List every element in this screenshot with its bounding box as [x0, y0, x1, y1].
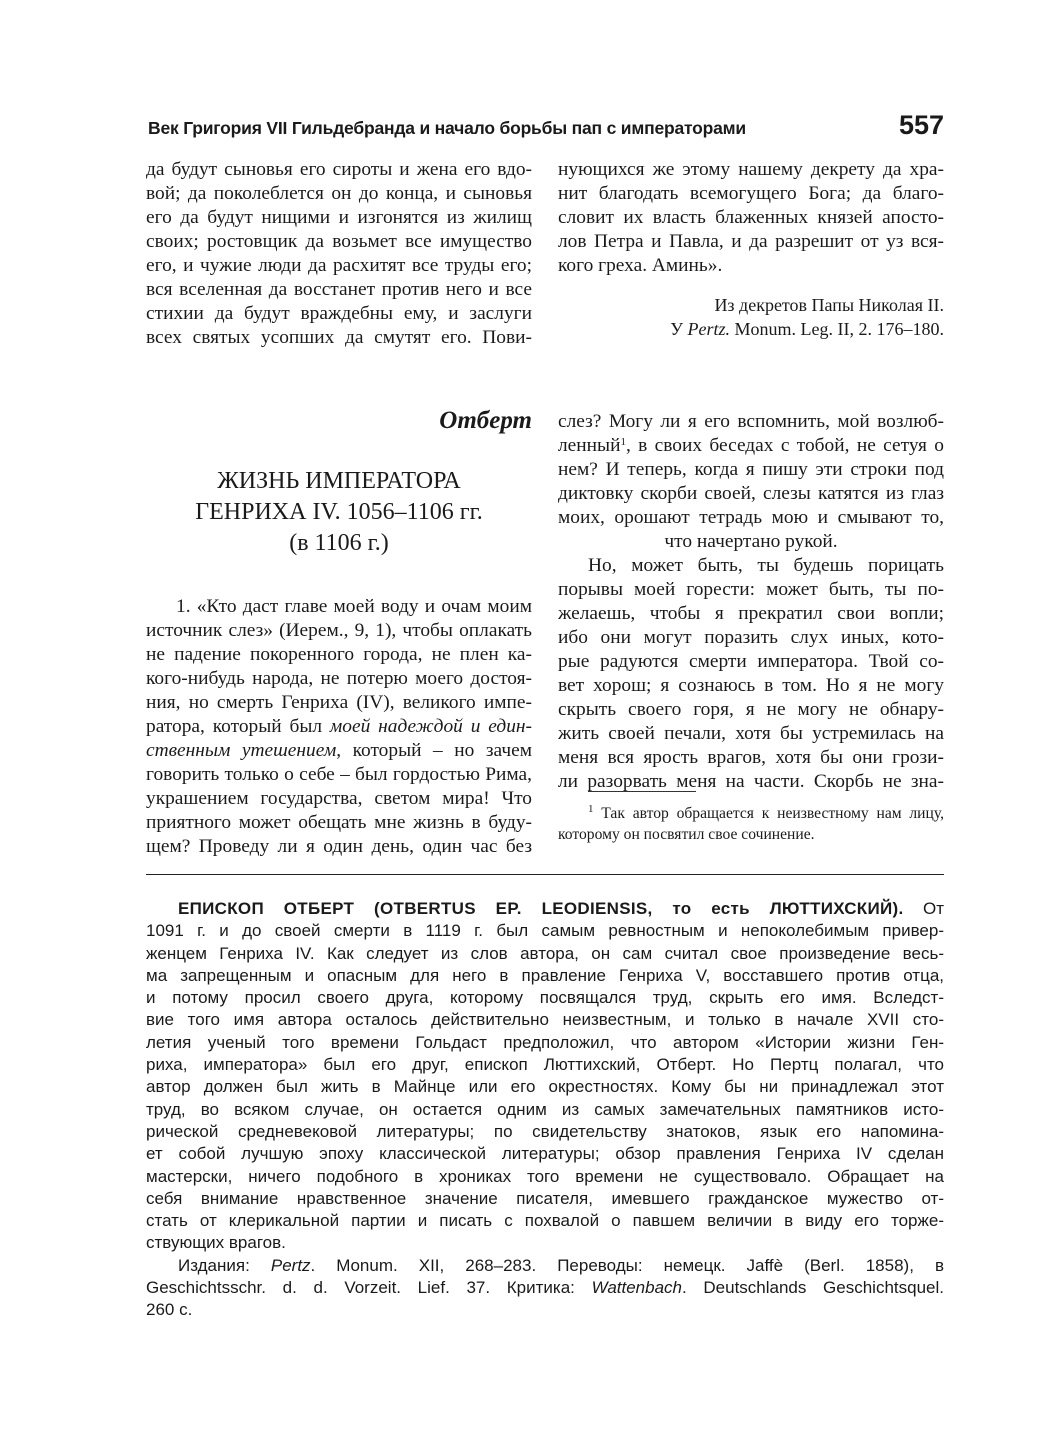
bio-line: женцем Генриха IV. Как следует из слов автора, он сам считал свое произведение весь- — [146, 943, 944, 963]
footnote-marker: 1 — [588, 803, 594, 815]
text-line: 1. «Кто даст главе моей воду и очам моим — [176, 596, 532, 617]
text-line: стихии да будут враждебны ему, и заслуги — [146, 303, 532, 324]
text-line: ственным утешением, который – но зачем — [146, 740, 532, 761]
text-line: своих; ростовщик да возьмет все имущество — [146, 231, 532, 252]
bio-line: себя внимание нравственное значение писателя, имевшего гражданское мужество от- — [146, 1188, 944, 1208]
text-line: рые радуются смерти императора. Твой со- — [558, 651, 944, 672]
text-line: говорить только о себе – был гордостью Рима, — [146, 764, 532, 785]
running-header — [148, 110, 944, 148]
page-number: 557 — [898, 110, 944, 140]
text-line: да будут сыновья его сироты и жена его вдо- — [146, 159, 532, 180]
bio-heading: ЕПИСКОП ОТБЕРТ (OTBERTUS EP. LEODIENSIS, то есть ЛЮТТИХСКИЙ). — [178, 899, 904, 918]
bio-line: ЕПИСКОП ОТБЕРТ (OTBERTUS EP. LEODIENSIS, то есть ЛЮТТИХСКИЙ). От — [178, 899, 944, 918]
text-line: кого греха. Аминь». — [558, 255, 723, 276]
author-heading: Отберт — [439, 407, 532, 434]
bio-line: ствующих врагов. — [146, 1233, 286, 1253]
text-line: желаешь, чтобы я прекратил свои вопли; — [558, 603, 944, 624]
bio-line: летия ученый того времени Гольдаст предположил, что автором «Истории жизни Ген- — [146, 1032, 944, 1052]
bio-line: и потому просил своего друга, которому посвящался труд, скрыть его имя. Вследст- — [146, 988, 944, 1008]
source-attribution — [558, 293, 944, 341]
bio-line: мастерски, ничего подобного в хрониках того времени не существовало. Обращает на — [146, 1166, 944, 1186]
running-header-title: Век Григория VII Гильдебранда и начало борьбы пап с императорами — [148, 118, 746, 138]
text-line: нем? И теперь, когда я пишу эти строки под — [558, 459, 944, 480]
text-line: лов Петра и Павла, и да разрешит от уз вся- — [558, 231, 944, 252]
text-line: нующихся же этому нашему декрету да хра- — [558, 159, 944, 180]
right-body-column — [558, 410, 944, 794]
text-line: всех святых усопших да смутят его. Пови- — [146, 327, 532, 348]
work-title-line: ЖИЗНЬ ИМПЕРАТОРА — [217, 468, 461, 494]
text-line: источник слез» (Иерем., 9, 1), чтобы оплакать — [146, 620, 532, 641]
work-title-line: ГЕНРИХА IV. 1056–1106 гг. — [195, 499, 483, 525]
bio-line: труд, во всяком случае, он остается одним из самых замечательных памятников исто- — [146, 1099, 944, 1119]
work-title-subline: (в 1106 г.) — [289, 530, 389, 556]
editions-line: Geschichtsschr. d. d. Vorzeit. Lief. 37. Критика: Wattenbach. Deutschlands Geschichtsquel. — [146, 1278, 944, 1298]
footnote-line: $^1$ Так автор обращается к неизвестному нам лицу, — [588, 803, 944, 822]
text-line: жить своей печали, хотя бы устремилась на — [558, 723, 944, 744]
text-line: слез? Могу ли я его вспомнить, мой возлюб- — [558, 411, 944, 432]
work-title — [146, 466, 532, 559]
text-line: моих, орошают тетрадь мою и смывают то, — [558, 507, 944, 528]
editions-line: 260 с. — [146, 1300, 193, 1320]
attribution-line: У Pertz. Monum. Leg. II, 2. 176–180. — [670, 319, 944, 339]
text-line: порывы моей горести: может быть, ты по- — [558, 579, 944, 600]
bio-line: автор должен был жить в Майнце или его окрестностях. Кому бы ни принадлежал этот — [146, 1077, 944, 1097]
text-line: Но, может быть, ты будешь порицать — [588, 555, 944, 576]
text-line: ленный$^1$, в своих беседах с тобой, не сетуя о — [558, 435, 944, 456]
bio-line: риха, императора» был его друг, епископ Люттихский, Отберт. Но Пертц полагал, что — [146, 1055, 944, 1075]
text-line: словит их власть блаженных князей апосто- — [558, 207, 944, 228]
bio-line: ма запрещенным и опасным для него в правление Генриха V, восставшего против отца, — [146, 965, 944, 985]
text-line: щем? Проведу ли я один день, один час без — [146, 836, 532, 857]
text-line: украшением государства, светом мира! Что — [146, 788, 532, 809]
top-left-column — [146, 158, 532, 350]
footnote-reference: 1 — [620, 436, 626, 448]
bio-line: ет собой лучшую эпоху классической литературы; обзор правления Генриха IV сделан — [146, 1144, 944, 1164]
text-line: нит благодать всемогущего Бога; да благо- — [558, 183, 944, 204]
text-line: вет хорош; я сознаюсь в том. Но я не могу — [558, 675, 944, 696]
top-right-column — [558, 158, 944, 341]
footnote — [558, 803, 944, 845]
bio-line: стать от клерикальной партии и писать с похвалой о павшем величии в виду его торже- — [146, 1211, 944, 1231]
left-body-column — [146, 595, 532, 859]
footnote-line: которому он посвятил свое сочинение. — [558, 826, 815, 843]
text-line: кого-нибудь народа, не потерю моего достоя- — [146, 668, 532, 689]
text-line: ибо они могут поразить слух иных, кото- — [558, 627, 944, 648]
text-line: ния, но смерть Генриха (IV), великого импе- — [146, 692, 532, 713]
text-line: диктовку скорби своей, слезы катятся из глаз — [558, 483, 944, 504]
editions-line: Издания: Pertz. Monum. XII, 268–283. Переводы: немецк. Jaffè (Berl. 1858), в — [178, 1255, 944, 1275]
text-line: его да будут нищими и изгонятся из жилищ — [146, 207, 532, 228]
bio-line: вие того имя автора осталось действительно неизвестным, и только в начале XVII сто- — [146, 1010, 944, 1030]
section-divider — [146, 874, 944, 875]
text-line: ли разорвать меня на части. Скорбь не зна- — [558, 771, 944, 792]
text-line: скрыть своего горя, я не могу не обнару- — [558, 699, 944, 720]
footnote-divider — [588, 791, 696, 792]
bio-line: рической средневековой литературы; по свидетельству знатоков, язык его напомина- — [146, 1121, 944, 1141]
text-line: его, и чужие люди да расхитят все труды его; — [146, 255, 532, 276]
text-line: приятного может обещать мне жизнь в буду- — [146, 812, 532, 833]
text-line: не падение покоренного города, не плен ка- — [146, 644, 532, 665]
text-line: меня вся ярость врагов, хотя бы они грози- — [558, 747, 944, 768]
text-line: вой; да поколеблется он до конца, и сыновья — [146, 183, 532, 204]
text-line: вся вселенная да восстанет против него и все — [146, 279, 532, 300]
attribution-line: Из декретов Папы Николая II. — [714, 295, 944, 315]
text-line: что начертано рукой. — [664, 531, 838, 552]
bio-line: 1091 г. и до своей смерти в 1119 г. был самым ревностным и непоколебимым привер- — [146, 921, 944, 941]
text-line: ратора, который был моей надеждой и един- — [146, 716, 532, 737]
author-biography — [146, 898, 944, 1322]
